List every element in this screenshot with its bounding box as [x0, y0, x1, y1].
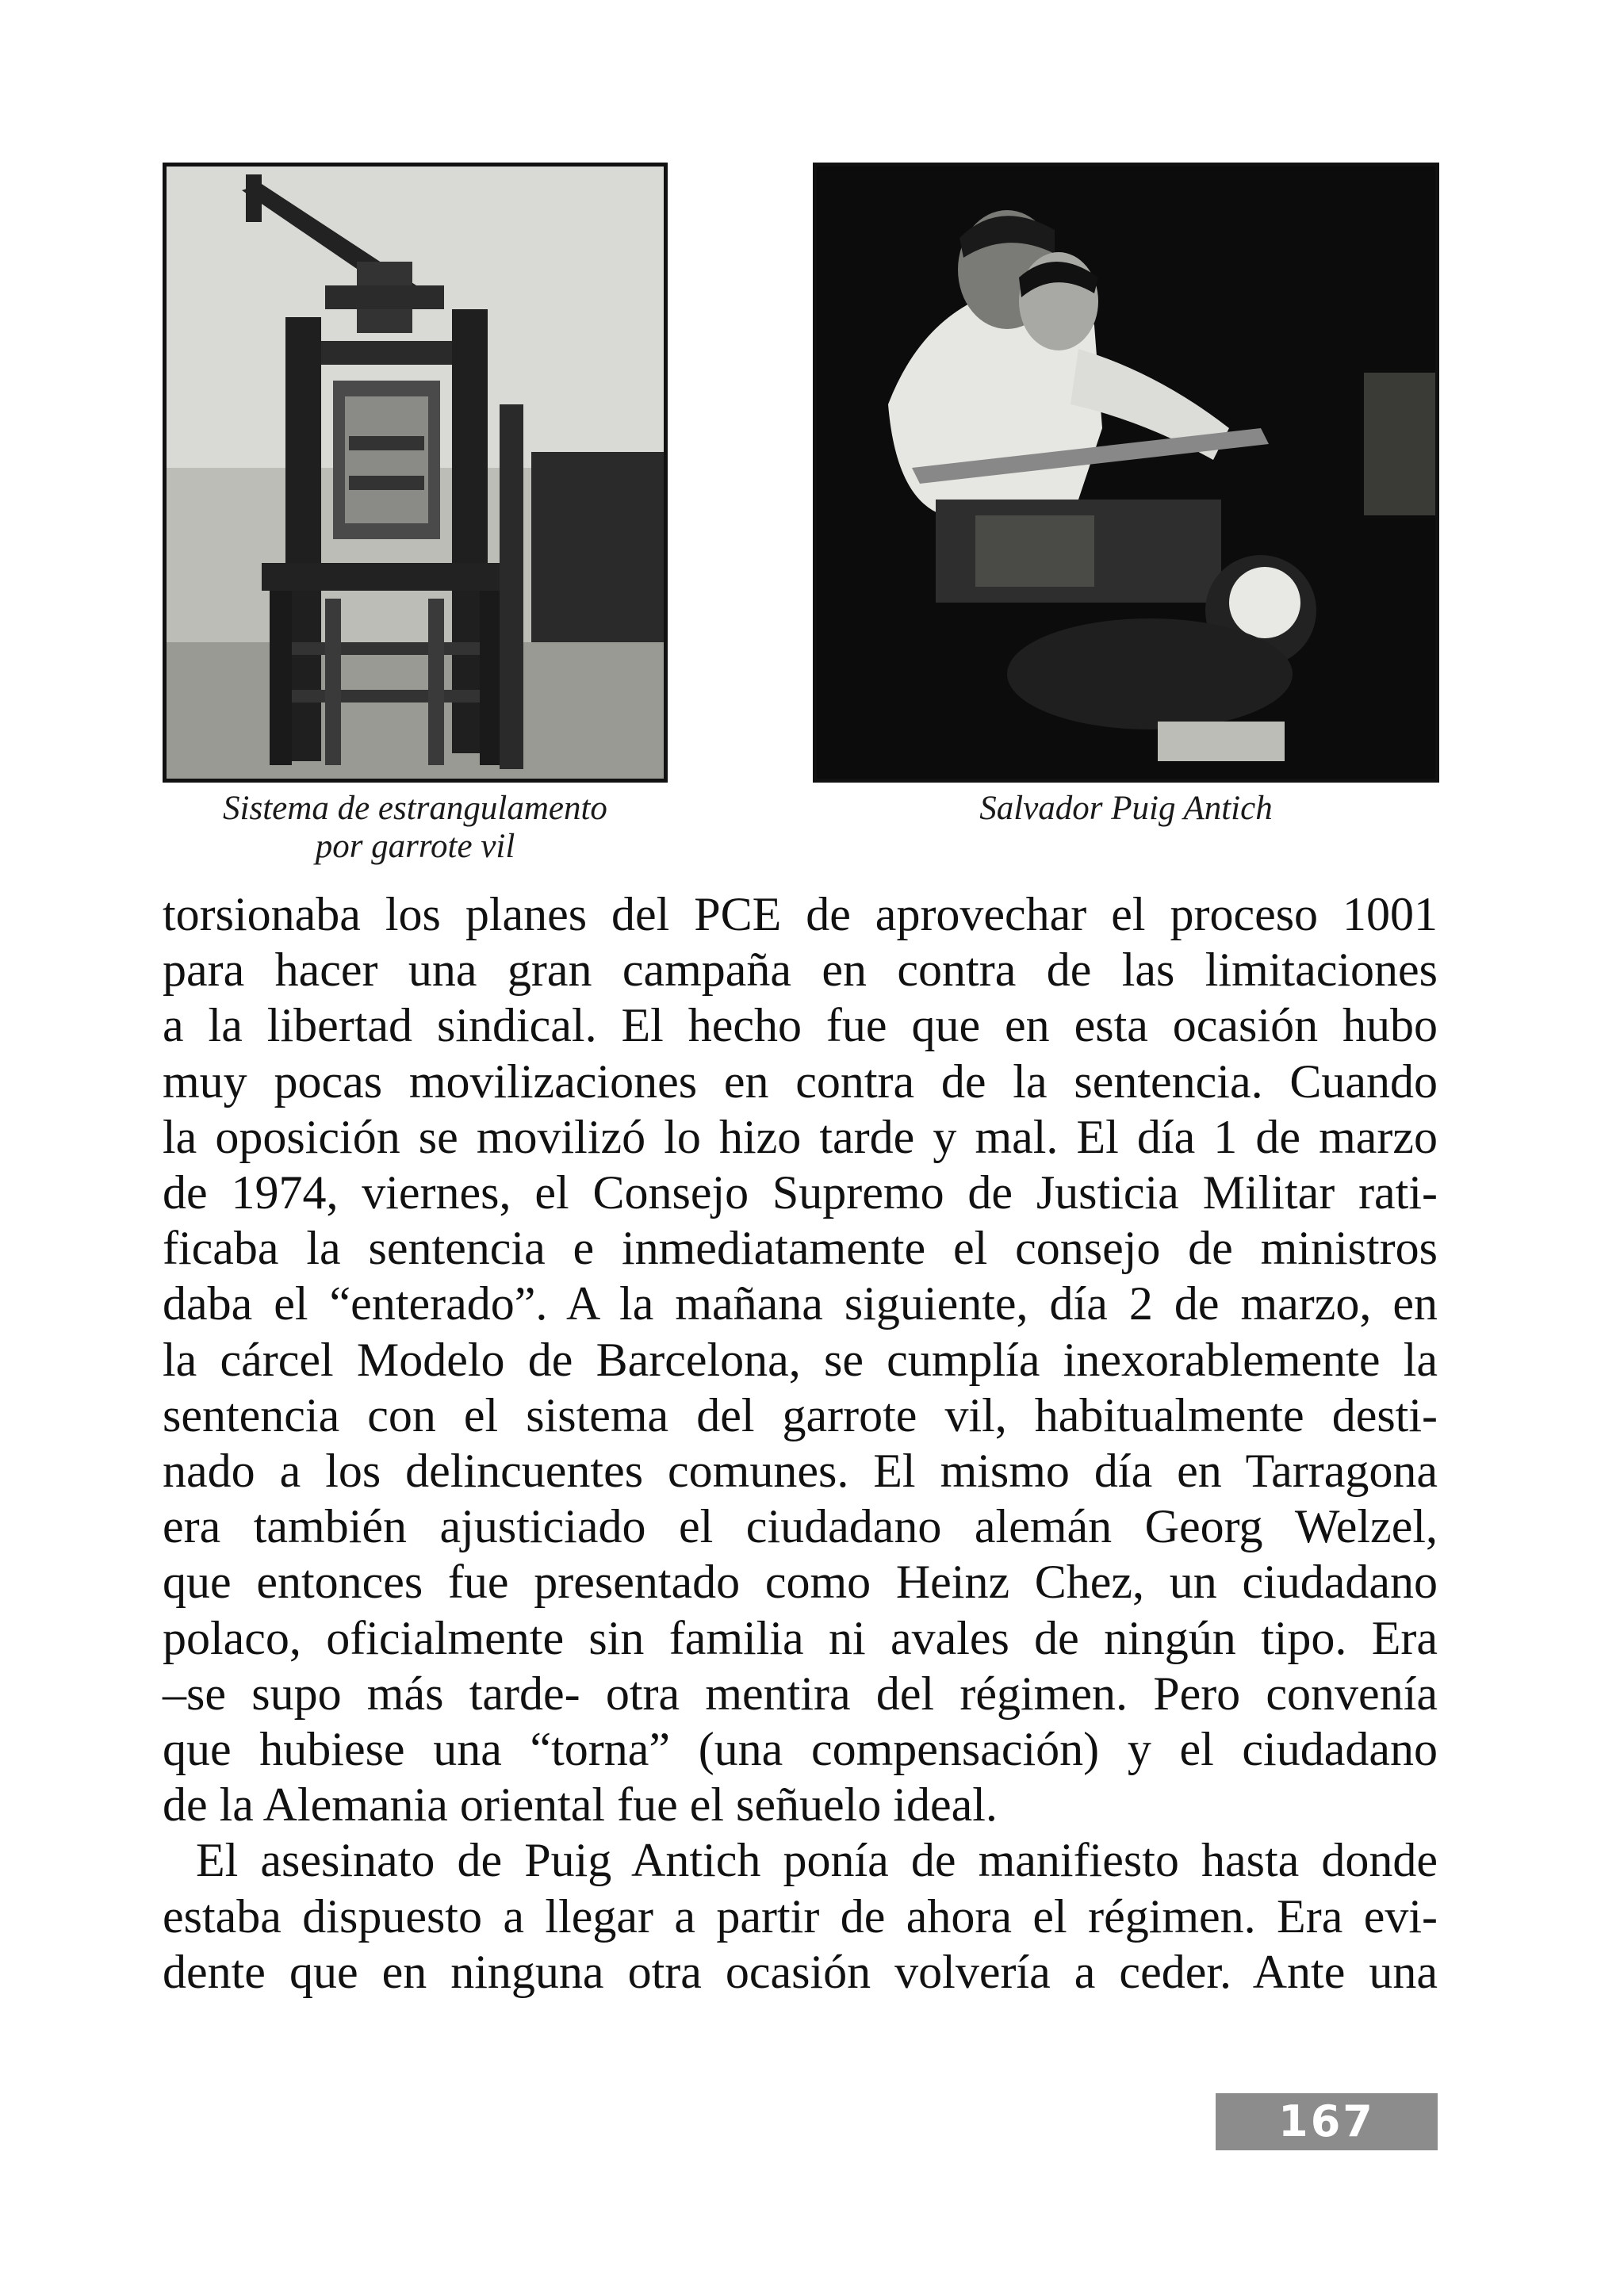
paragraph-1-line: para hacer una gran campaña en contra de las limitaciones: [163, 944, 1438, 997]
paragraph-1-line: muy pocas movilizaciones en contra de la sentencia. Cuando: [163, 1055, 1438, 1108]
paragraph-1-line: –se supo más tarde- otra mentira del régimen. Pero convenía: [163, 1667, 1438, 1720]
garrote-caption: [163, 790, 668, 866]
paragraph-1-line: a la libertad sindical. El hecho fue que en esta ocasión hubo: [163, 999, 1438, 1052]
garrote-illustration: [167, 167, 664, 779]
paragraph-1-line: daba el “enterado”. A la mañana siguiente, día 2 de marzo, en: [163, 1277, 1438, 1330]
paragraph-2-line: estaba dispuesto a llegar a partir de ahora el régimen. Era evi-: [163, 1889, 1438, 1943]
paragraph-1-line: de la Alemania oriental fue el señuelo ideal.: [163, 1778, 998, 1832]
paragraph-1-line: de 1974, viernes, el Consejo Supremo de Justicia Militar rati-: [163, 1166, 1438, 1219]
paragraph-1-line: torsionaba los planes del PCE de aprovechar el proceso 1001: [163, 888, 1438, 940]
puig-antich-caption: Salvador Puig Antich: [979, 790, 1273, 827]
paragraph-2-line: dente que en ninguna otra ocasión volvería a ceder. Ante una: [163, 1945, 1438, 1998]
page-number: 167: [1216, 2093, 1438, 2150]
paragraph-1-line: la oposición se movilizó lo hizo tarde y mal. El día 1 de marzo: [163, 1110, 1438, 1163]
paragraph-2: [163, 1832, 1438, 2000]
paragraph-1-line: era también ajusticiado el ciudadano alemán Georg Welzel,: [163, 1500, 1438, 1553]
garrote-caption-line-1: Sistema de estrangulamento: [223, 790, 607, 827]
body-text: [163, 886, 1438, 2000]
garrote-photo: [163, 163, 668, 783]
puig-antich-photo: [813, 163, 1439, 783]
garrote-caption-line-2: por garrote vil: [315, 828, 515, 865]
paragraph-1-line: nado a los delincuentes comunes. El mismo día en Tarragona: [163, 1445, 1438, 1498]
paragraph-1-line: sentencia con el sistema del garrote vil, habitualmente desti-: [163, 1388, 1438, 1441]
paragraph-1-line: que hubiese una “torna” (una compensación) y el ciudadano: [163, 1723, 1438, 1776]
paragraph-2-line: El asesinato de Puig Antich ponía de manifiesto hasta donde: [196, 1834, 1438, 1887]
paragraph-1-line: ficaba la sentencia e inmediatamente el consejo de ministros: [163, 1222, 1438, 1275]
paragraph-1-line: la cárcel Modelo de Barcelona, se cumplía inexorablemente la: [163, 1333, 1438, 1386]
motorcycle-portrait-illustration: [817, 167, 1435, 779]
paragraph-1-line: polaco, oficialmente sin familia ni avales de ningún tipo. Era: [163, 1611, 1438, 1664]
paragraph-1: [163, 886, 1438, 1832]
paragraph-1-line: que entonces fue presentado como Heinz Chez, un ciudadano: [163, 1556, 1438, 1609]
